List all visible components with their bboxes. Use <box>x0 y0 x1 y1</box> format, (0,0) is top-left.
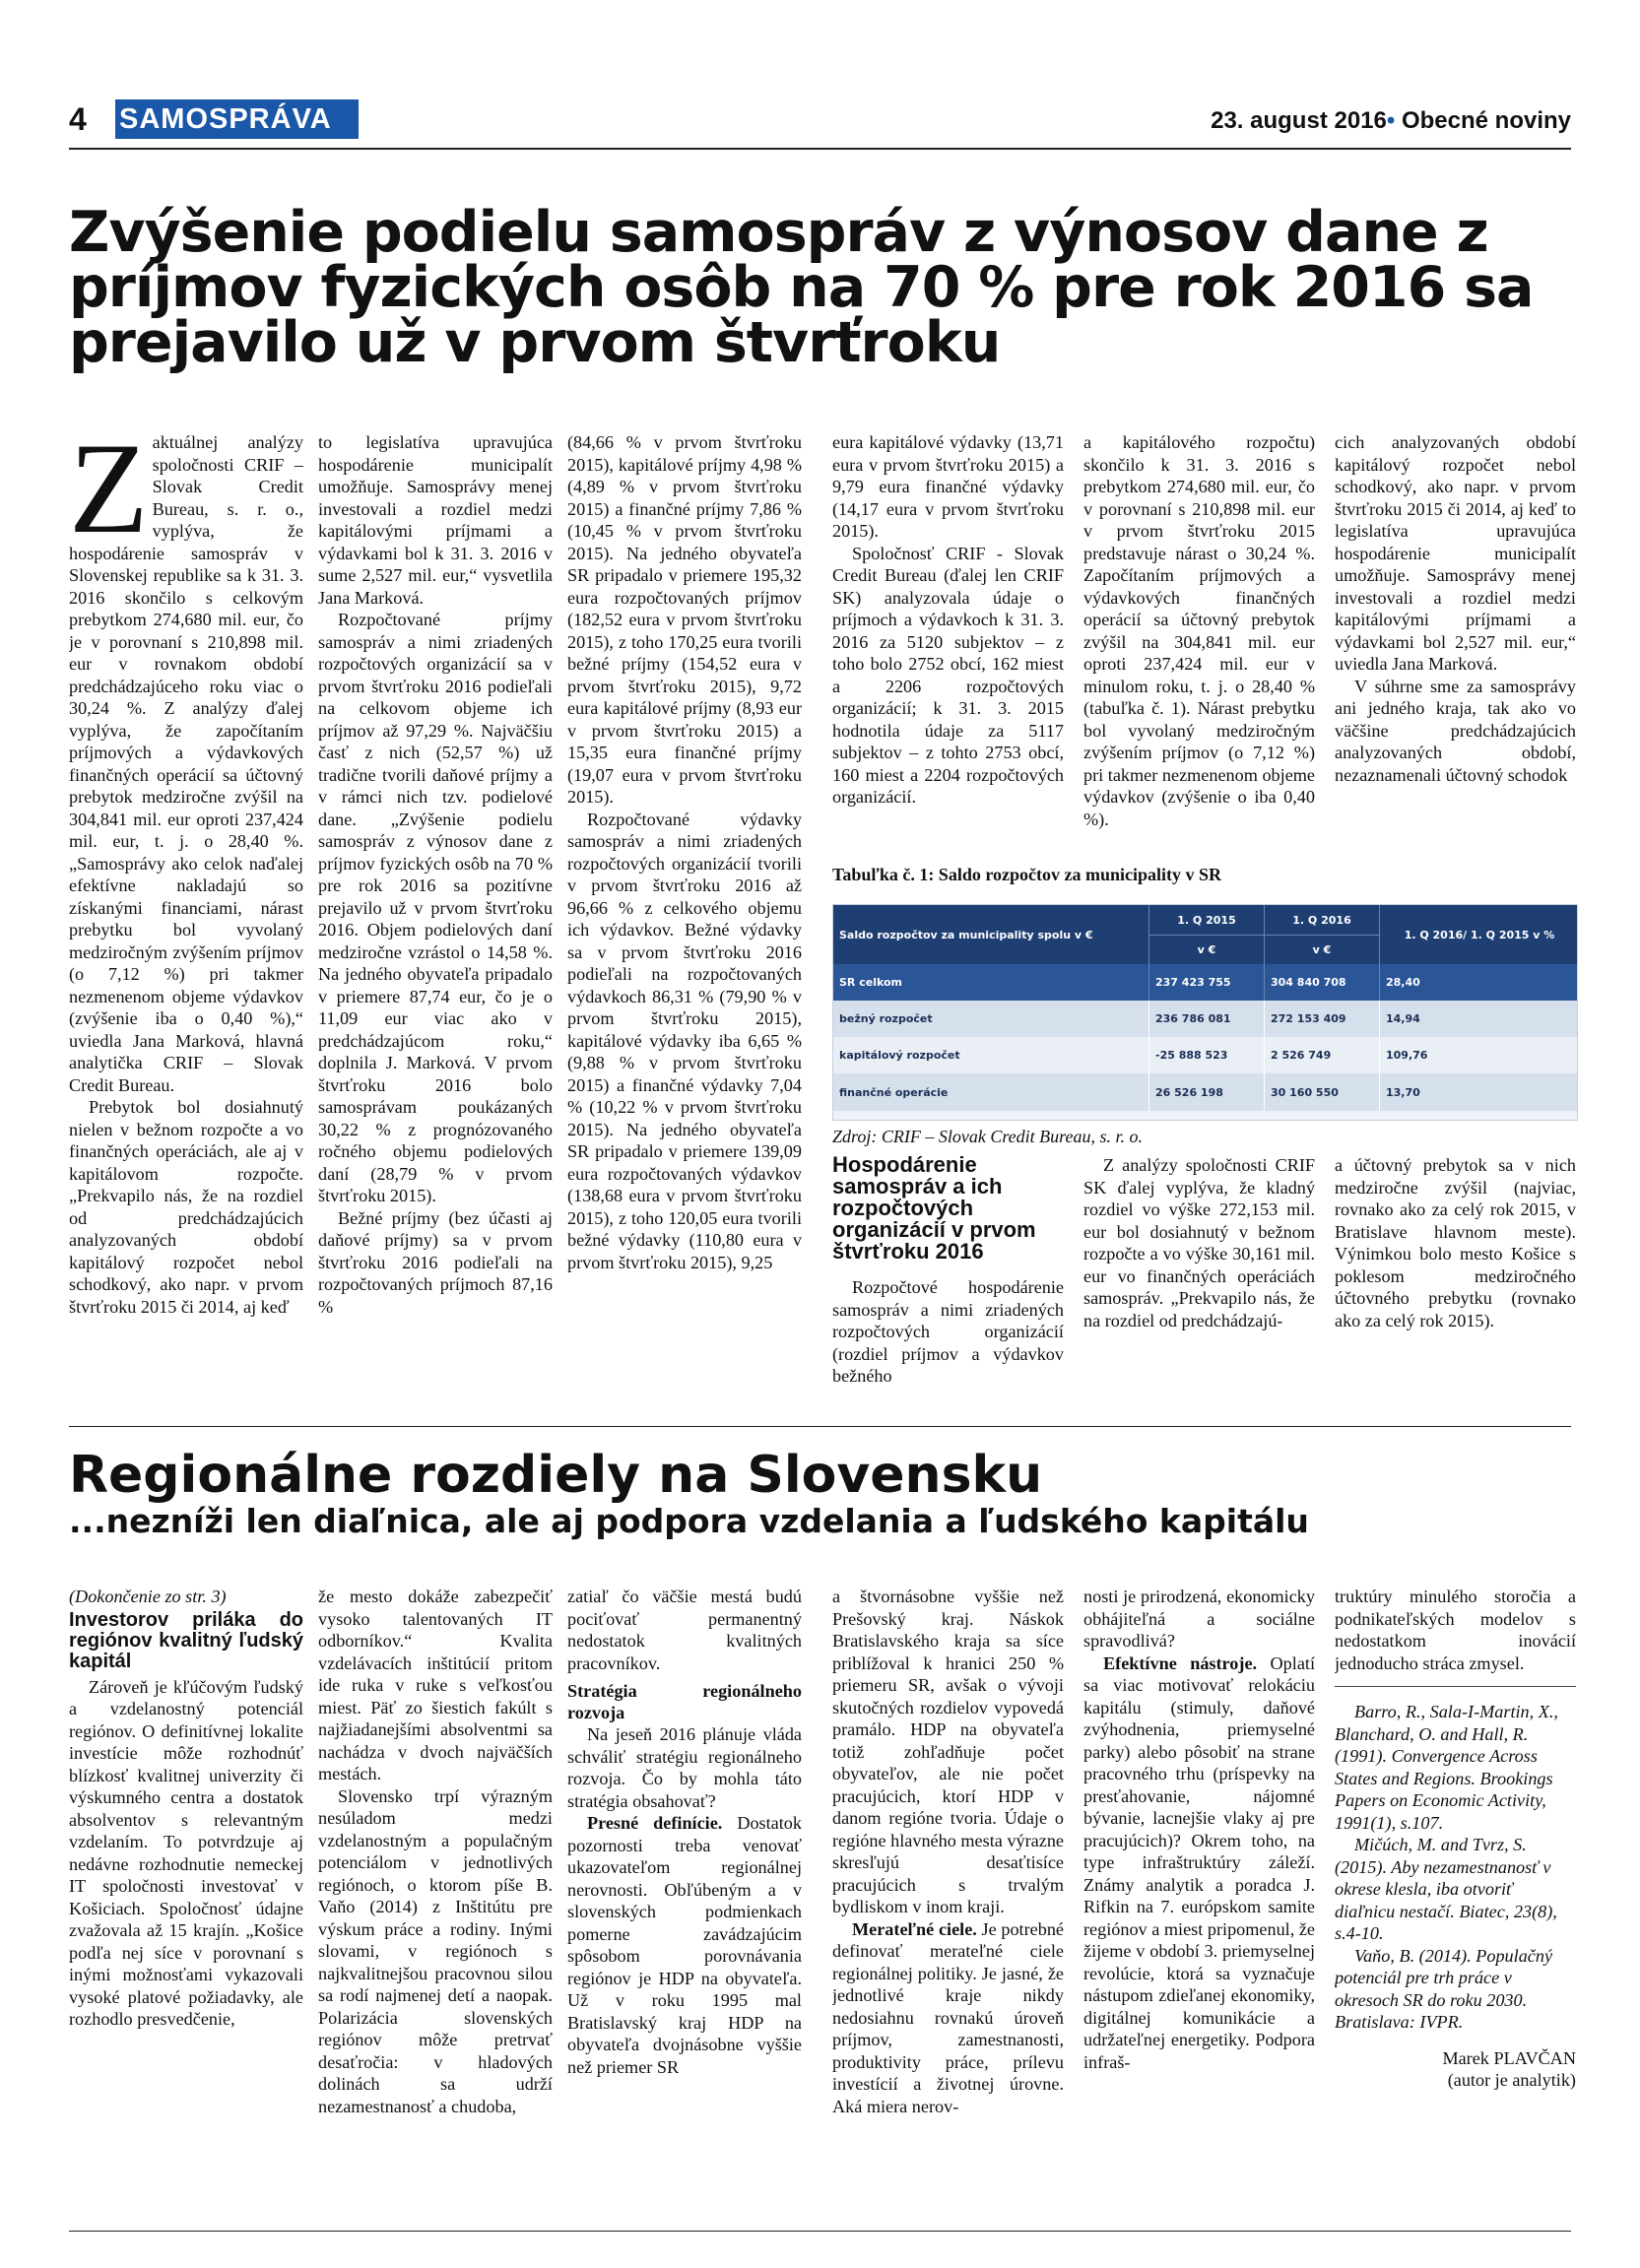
article2-headline: Regionálne rozdiely na Slovensku <box>69 1446 1043 1505</box>
paragraph: Prebytok bol dosiahnutý nielen v bežnom rozpočte a vo finančných operáciách, ale aj v kapitálovom rozpočte. „Prekvapilo nás, že na rozdiel od predchádzajúcich analyzovaných období kapitálový rozpočet nebol schodkový, ako napr. v prvom štvrťroku 2015 či 2014, aj keď <box>69 1097 303 1317</box>
col-head-q2016: 1. Q 2016 <box>1264 905 1379 935</box>
paragraph-text: Oplatí sa viac motivovať relokáciu kapitálu (stimuly, daňové zvýhodnenia, priemyselné parky) alebo pôsobiť na strane pracovného trhu (príspevky na presťahovanie, nájomné bývanie, lacnejšie vlaky aj pre pracujúcich)? Okrem toho, na type infraštruktúry záleží. Známy analytik a poradca J. Rifkin na 7. európskom samite regiónov a miest pripomenul, že žijeme v období 3. priemyselnej revolúcie, ktorá sa vyznačuje nástupom zdieľanej ekonomiky, digitálnej komunikácie a udržateľnej energetiky. Podpora infraš- <box>1083 1652 1315 2072</box>
reference: Mičúch, M. and Tvrz, S. (2015). Aby nezamestnanosť v okrese klesla, iba otvoriť diaľnicu nestačí. Biatec, 23(8), s.4-10. <box>1335 1835 1557 1943</box>
separator-dot: • <box>1386 107 1396 134</box>
issue-date: 23. august 2016 <box>1211 107 1387 134</box>
cell-ratio: 13,70 <box>1379 1073 1579 1111</box>
row-label: kapitálový rozpočet <box>839 1049 960 1062</box>
article2-column-5 <box>1083 1586 1315 2221</box>
drop-cap: Z <box>69 431 149 560</box>
article1-column-6-bottom <box>1335 1154 1576 1408</box>
table-row <box>833 1037 1577 1073</box>
page-number: 4 <box>69 101 87 137</box>
paragraph: a účtovný prebytok sa v nich medziročne zvýšil (najviac, rovnako ako za celý rok 2015, v Bratislave hlavnom meste). Výnimkou bolo mesto Košice s poklesom medziročného účtovného prebytku (rovnako ako za celý rok 2015). <box>1335 1155 1576 1330</box>
article-headline: Zvýšenie podielu samospráv z výnosov dane z príjmov fyzických osôb na 70 % pre rok 2016 sa prejavilo už v prvom štvrťroku <box>69 200 1534 375</box>
table-source: Zdroj: CRIF – Slovak Credit Bureau, s. r. o. <box>832 1127 1143 1146</box>
paragraph <box>832 1918 1064 2118</box>
paragraph: (84,66 % v prvom štvrťroku 2015), kapitálové príjmy 4,98 % (4,89 % v prvom štvrťroku 2015) a finančné príjmy 7,86 % (10,45 % v prvom štvrťroku 2015). Na jedného obyvateľa SR pripadalo v priemere 195,32 eura rozpočtovaných príjmov (182,52 eura v prvom štvrťroku 2015), z toho 170,25 eura tvorili bežné príjmy (154,52 eura v prvom štvrťroku 2015), 9,72 eura kapitálové príjmy (8,93 eur v prvom štvrťroku 2015) a 15,35 eura finančné príjmy (19,07 eura v prvom štvrťroku 2015). <box>567 432 802 807</box>
paragraph <box>567 1812 802 2078</box>
budget-table <box>832 904 1578 1121</box>
cell-q2015: 237 423 755 <box>1148 964 1264 1001</box>
lead-text: aktuálnej analýzy spoločnosti CRIF – Slovak Credit Bureau, s. r. o., vyplýva, že hospodárenie samospráv v Slovenskej republike sa k 31. 3. 2016 skončilo s celkovým prebytkom 274,680 mil. eur, čo je v porovnaní s 210,898 mil. eur v rovnakom období predchádzajúceho roku viac o 30,24 %. Z analýzy ďalej vyplýva, že započítaním príjmových a výdavkových finančných operácií sa účtovný prebytok medziročne zvýšil na 304,841 mil. eur oproti 237,424 mil. eur, t. j. o 28,40 %. „Samosprávy ako celok naďalej efektívne nakladajú so získanými financiami, nárast prebytku bol vyvolaný medziročným zvýšením príjmov (o 7,12 %) pri takmer nezmenenom objeme výdavkov (zvýšenie iba o 0,40 %),“ uviedla Jana Marková, hlavná analytička CRIF – Slovak Credit Bureau. <box>69 432 303 1095</box>
row-label: bežný rozpočet <box>839 1012 933 1025</box>
article2-column-4 <box>832 1586 1064 2221</box>
article1-column-2 <box>318 431 553 1408</box>
paragraph: Rozpočtované príjmy samospráv a nimi zriadených rozpočtových organizácií sa v prvom štvrťroku 2016 podieľali na celkovom objeme ich príjmov až 97,29 %. Najväčšiu časť z nich (52,57 %) už tradične tvorili daňové príjmy a v rámci nich tzv. podielové dane. „Zvýšenie podielu samospráv z výnosov dane z príjmov fyzických osôb na 70 % pre rok 2016 sa pozitívne prejavilo už v prvom štvrťroku 2016. Objem podielových daní medziročne vzrástol o 14,58 %. Na jedného obyvateľa pripadalo v priemere 87,74 eur, čo je o 11,09 eur viac ako v predchádzajúcom roku,“ doplnila J. Marková. V prvom štvrťroku 2016 bolo samosprávam poukázaných 30,22 % z prognózovaného ročného objemu podielových daní (28,79 % v prvom štvrťroku 2015). <box>318 610 553 1205</box>
header-rule <box>69 148 1571 150</box>
author-note: (autor je analytik) <box>1447 2070 1576 2090</box>
article1-column-5-bottom <box>1083 1154 1315 1408</box>
cell-q2015: 236 786 081 <box>1148 1001 1264 1037</box>
paragraph: V súhrne sme za samosprávy ani jedného kraja, tak ako vo väčšine predchádzajúcich analyzovaných období, nezaznamenali účtovný schodok <box>1335 676 1576 785</box>
reference: Vaňo, B. (2014). Populačný potenciál pre trh práce v okresoch SR do roku 2030. Bratislava: IVPR. <box>1335 1945 1553 2032</box>
paragraph: cich analyzovaných období kapitálový rozpočet nebol schodkový, ako napr. v prvom štvrťroku 2015 či 2014, aj keď to legislatíva upravujúca hospodárenie municipalít umožňuje. Samosprávy menej investovali a rozdiel medzi kapitálovými príjmami a výdavkami bol 2,527 mil. eur,“ uviedla Jana Marková. <box>1335 432 1576 674</box>
article2-column-6 <box>1335 1586 1576 2221</box>
unit-q2016: v € <box>1264 935 1379 964</box>
article2-subhead-1: Investorov priláka do regiónov kvalitný ľudský kapitál <box>69 1608 303 1672</box>
continuation-note: (Dokončenie zo str. 3) <box>69 1587 227 1606</box>
paragraph: Z analýzy spoločnosti CRIF SK ďalej vyplýva, že kladný rozdiel vo výške 272,153 mil. eur bol dosiahnutý v bežnom rozpočte a vo výške 30,161 mil. eur vo finančných operáciách samospráv. „Prekvapilo nás, že na rozdiel od predchádzajú- <box>1083 1155 1315 1330</box>
cell-q2015: -25 888 523 <box>1148 1037 1264 1073</box>
reference: Barro, R., Sala-I-Martin, X., Blanchard, O. and Hall, R. (1991). Convergence Across States and Regions. Brookings Papers on Economic Activity, 1991(1), s.107. <box>1335 1702 1558 1833</box>
article2-subhead-2: Stratégia regionálneho rozvoja <box>567 1681 802 1722</box>
paragraph: Na jeseň 2016 plánuje vláda schváliť stratégiu regionálneho rozvoja. Čo by mohla táto stratégia obsahovať? <box>567 1724 802 1811</box>
lead-in: Merateľné ciele. <box>852 1918 977 1939</box>
paragraph: a kapitálového rozpočtu) skončilo k 31. 3. 2016 s prebytkom 274,680 mil. eur, čo v porovnaní s 210,898 mil. eur v prvom štvrťroku 2015 predstavuje nárast o 30,24 %. Započítaním príjmových a výdavkových finančných operácií sa účtovný prebytok zvýšil na 304,841 mil. eur oproti 237,424 mil. eur v minulom roku, t. j. o 28,40 % (tabuľka č. 1). Nárast prebytku bol vyvolaný medziročným zvýšením príjmov (o 7,12 %) pri takmer nezmenenom objeme výdavkov (zvýšenie o iba 0,40 %). <box>1083 432 1315 829</box>
row-label: SR celkom <box>839 976 903 989</box>
col-head-q2015: 1. Q 2015 <box>1148 905 1264 935</box>
article1-column-6 <box>1335 431 1576 855</box>
col-head-ratio: 1. Q 2016/ 1. Q 2015 v % <box>1379 905 1579 964</box>
article2-column-2 <box>318 1586 553 2221</box>
table-row <box>833 964 1577 1001</box>
article1-column-3 <box>567 431 802 1408</box>
author-name: Marek PLAVČAN <box>1442 2047 1576 2068</box>
cell-q2016: 272 153 409 <box>1264 1001 1379 1037</box>
paragraph: a štvornásobne vyššie než Prešovský kraj. Náskok Bratislavského kraja sa síce priblížoval k hranici 250 % priemeru SR, avšak o vývoji skutočných rozdielov vypovedá pramálo. HDP na obyvateľa totiž zohľadňuje počet obyvateľov, ale nie počet pracujúcich, ktorí HDP v danom regióne tvoria. Údaje o regióne hlavného mesta výrazne skresľujú desaťtisíce pracujúcich s trvalým bydliskom v inom kraji. <box>832 1587 1064 1916</box>
lead-paragraph <box>69 431 303 1096</box>
table-caption: Tabuľka č. 1: Saldo rozpočtov za municipality v SR <box>832 865 1221 884</box>
article-divider <box>69 1426 1571 1427</box>
footer-rule <box>69 2231 1571 2232</box>
table-head-label: Saldo rozpočtov za municipality spolu v € <box>839 928 1093 941</box>
paragraph: nosti je prirodzená, ekonomicky obhájiteľná a sociálne spravodlivá? <box>1083 1587 1315 1651</box>
paragraph: že mesto dokáže zabezpečiť vysoko talentovaných IT odborníkov.“ Kvalita vzdelávacích inštitúcií pritom ide ruka v ruke s veľkosťou miest. Päť zo šiestich fakúlt s najžiadanejšími absolventmi sa nachádza v dvoch najväčších mestách. <box>318 1587 553 1783</box>
paragraph <box>1083 1652 1315 2074</box>
paragraph: Slovensko trpí výrazným nesúladom medzi vzdelanostným a populačným potenciálom v jednotlivých regiónoch, o ktorom píše B. Vaňo (2014) z Inštitútu pre výskum práce a rodiny. Inými slovami, v regiónoch s najkvalitnejšou pracovnou silou sa rodí najmenej detí a naopak. Polarizácia slovenských regiónov môže pretrvať desaťročia: v hladových dolinách sa udrží nezamestnanosť a chudoba, <box>318 1785 553 2116</box>
article1-column-4 <box>832 431 1064 855</box>
paragraph: zatiaľ čo väčšie mestá budú pociťovať permanentný nedostatok kvalitných pracovníkov. <box>567 1587 802 1673</box>
table-header <box>833 905 1577 964</box>
cell-q2016: 304 840 708 <box>1264 964 1379 1001</box>
paragraph-text: Je potrebné definovať merateľné ciele regionálnej politiky. Je jasné, že jednotlivé kraje nikdy nedosiahnu rovnakú úroveň príjmov, zamestnanosti, produktivity práce, prílevu investícií a životnej úrovne. Aká miera nerov- <box>832 1918 1064 2116</box>
paragraph: eura kapitálové výdavky (13,71 eura v prvom štvrťroku 2015) a 9,79 eura finančné výdavky (14,17 eura v prvom štvrťroku 2015). <box>832 432 1064 541</box>
article1-column-4-bottom <box>832 1276 1064 1408</box>
dateline <box>1211 106 1571 136</box>
section-label: SAMOSPRÁVA <box>115 99 359 139</box>
cell-q2016: 2 526 749 <box>1264 1037 1379 1073</box>
paragraph: Rozpočtované výdavky samospráv a nimi zriadených rozpočtových organizácií tvorili v prvom štvrťroku 2016 až 96,66 % z celkového objemu ich výdavkov. Bežné výdavky sa v prvom štvrťroku 2016 podieľali na rozpočtovaných výdavkoch 86,31 % (79,90 % v prvom štvrťroku 2015), kapitálové výdavky iba 6,65 % (9,88 % v prvom štvrťroku 2015) a finančné výdavky 7,04 % (10,22 % v prvom štvrťroku 2015). Na jedného obyvateľa SR pripadalo v priemere 139,09 eura rozpočtovaných výdavkov (138,68 eura v prvom štvrťroku 2015), z toho 120,05 eura tvorili bežné výdavky (110,80 eura v prvom štvrťroku 2015), 9,25 <box>567 809 802 1272</box>
paper-name: Obecné noviny <box>1401 107 1571 134</box>
references-rule <box>1335 1686 1576 1687</box>
table-row <box>833 1073 1577 1111</box>
paragraph: to legislatíva upravujúca hospodárenie municipalít umožňuje. Samosprávy menej investovali a rozdiel medzi kapitálovými príjmami a výdavkami bol k 31. 3. 2016 v sume 2,527 mil. eur,“ vysvetlila Jana Marková. <box>318 432 553 608</box>
cell-ratio: 109,76 <box>1379 1037 1579 1073</box>
article2-column-3 <box>567 1586 802 2221</box>
article1-subhead: Hospodárenie samospráv a ich rozpočtových organizácií v prvom štvrťroku 2016 <box>832 1152 1036 1264</box>
table-row <box>833 1001 1577 1037</box>
paragraph: Spoločnosť CRIF - Slovak Credit Bureau (ďalej len CRIF SK) analyzovala údaje o príjmoch a výdavkoch k 31. 3. 2016 za 5120 subjektov – z toho bolo 2752 obcí, 162 miest a 2206 rozpočtových organizácií; k 31. 3. 2015 hodnotila údaje za 5117 subjektov – z tohto 2753 obcí, 160 miest a 2204 rozpočtových organizácií. <box>832 543 1064 807</box>
unit-q2015: v € <box>1148 935 1264 964</box>
cell-ratio: 14,94 <box>1379 1001 1579 1037</box>
article1-column-1 <box>69 431 303 1408</box>
cell-ratio: 28,40 <box>1379 964 1579 1001</box>
cell-q2015: 26 526 198 <box>1148 1073 1264 1111</box>
paragraph: truktúry minulého storočia a podnikateľských modelov s nedostatkom inovácií jednoducho stráca zmysel. <box>1335 1587 1576 1673</box>
cell-q2016: 30 160 550 <box>1264 1073 1379 1111</box>
row-label: finančné operácie <box>839 1085 949 1099</box>
paragraph: Bežné príjmy (bez účasti aj daňové príjmy) sa v prvom štvrťroku 2016 podieľali na rozpočtovaných príjmoch 87,16 % <box>318 1207 553 1317</box>
paragraph-text: Dostatok pozornosti treba venovať ukazovateľom regionálnej nerovnosti. Obľúbeným a v slovenských podmienkach pomerne zavádzajúcim spôsobom porovnávania regiónov je HDP na obyvateľa. Už v roku 1995 mal Bratislavský kraj HDP na obyvateľa dvojnásobne vyššie než priemer SR <box>567 1813 802 2077</box>
lead-in: Presné definície. <box>587 1813 723 1833</box>
paragraph: Rozpočtové hospodárenie samospráv a nimi zriadených rozpočtových organizácií (rozdiel príjmov a výdavkov bežného <box>832 1277 1064 1386</box>
lead-in: Efektívne nástroje. <box>1103 1652 1258 1673</box>
paragraph: Zároveň je kľúčovým ľudský a vzdelanostný potenciál regiónov. O definitívnej lokalite investície môže rozhodnúť blízkosť kvalitnej univerzity či výskumného centra a dostatok absolventov s relevantným vzdelaním. To potvrdzuje aj nedávne rozhodnutie nemeckej IT spoločnosti investovať v Košiciach. Spoločnosť údajne zvažovala až 15 krajín. „Košice podľa nej síce v porovnaní s inými možnosťami vykazovali vysoké platové požiadavky, ale rozhodlo presvedčenie, <box>69 1676 303 2029</box>
article2-subtitle: ...nezníži len diaľnica, ale aj podpora vzdelania a ľudského kapitálu <box>69 1502 1309 1540</box>
article2-column-1 <box>69 1586 303 2221</box>
article1-column-5 <box>1083 431 1315 855</box>
